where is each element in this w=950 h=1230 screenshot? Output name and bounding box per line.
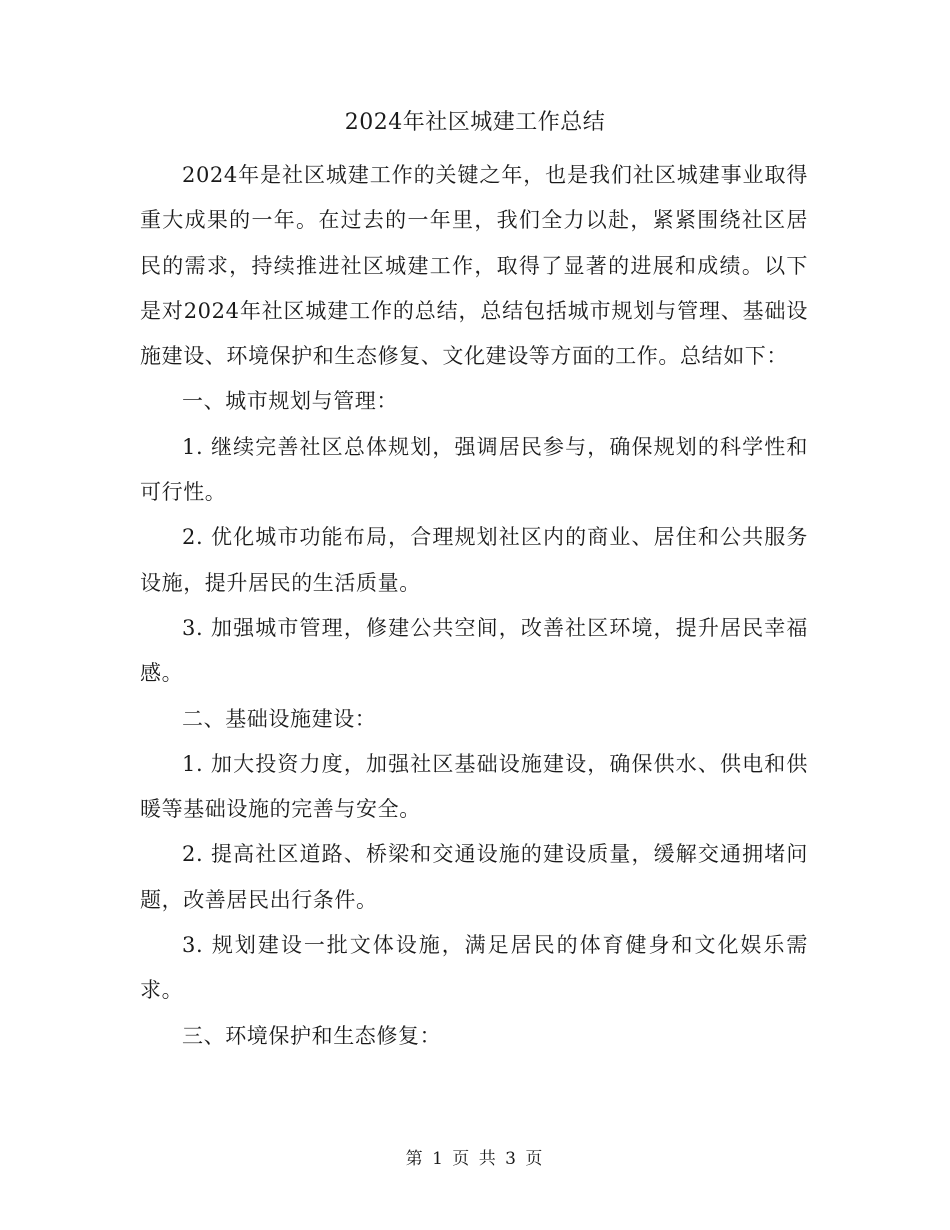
document-body [140,153,808,1059]
section-heading-environment: 三、环境保护和生态修复： [182,1023,442,1048]
list-item-infrastructure-2: 2. 提高社区道路、桥梁和交通设施的建设质量，缓解交通拥堵问题，改善居民出行条件。 [140,842,808,912]
list-item-planning-3: 3. 加强城市管理，修建公共空间，改善社区环境，提升居民幸福感。 [140,615,808,686]
list-item-planning-1: 1. 继续完善社区总体规划，强调居民参与，确保规划的科学性和可行性。 [140,434,808,505]
section-heading-urban-planning: 一、城市规划与管理： [182,389,398,414]
list-item-infrastructure-1: 1. 加大投资力度，加强社区基础设施建设，确保供水、供电和供暖等基础设施的完善与安全。 [140,751,808,822]
paragraph-intro: 2024年是社区城建工作的关键之年，也是我们社区城建事业取得重大成果的一年。在过去的一年里，我们全力以赴，紧紧围绕社区居民的需求，持续推进社区城建工作，取得了显著的进展和成绩。以下是对2024年社区城建工作的总结，总结包括城市规划与管理、基础设施建设、环境保护和生态修复、文化建设等方面的工作。总结如下： [140,163,808,369]
list-item-planning-2: 2. 优化城市功能布局，合理规划社区内的商业、居住和公共服务设施，提升居民的生活质量。 [140,525,808,595]
page-number-footer: 第 1 页 共 3 页 [405,1149,545,1169]
document-title: 2024年社区城建工作总结 [344,110,606,135]
list-item-infrastructure-3: 3. 规划建设一批文体设施，满足居民的体育健身和文化娱乐需求。 [140,933,808,1003]
section-heading-infrastructure: 二、基础设施建设： [182,706,377,731]
